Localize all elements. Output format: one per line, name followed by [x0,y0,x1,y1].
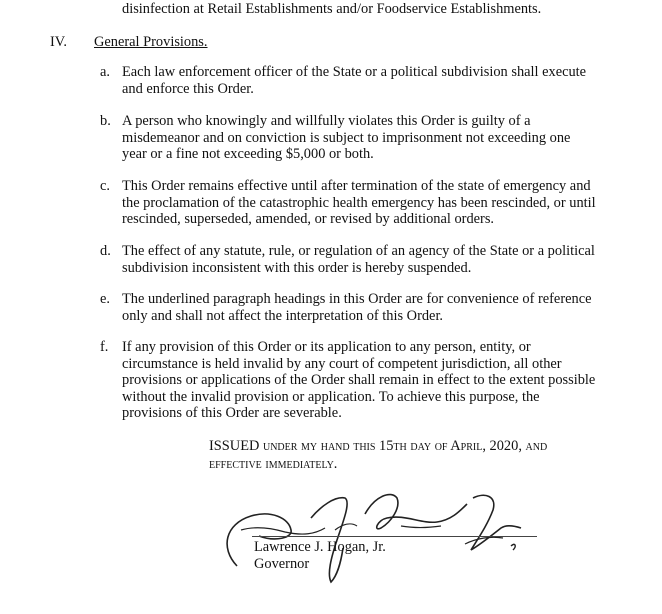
item-line: the proclamation of the catastrophic health emergency has been rescinded, or until [122,194,596,211]
item-text [122,178,622,228]
item-line: This Order remains effective until after termination of the state of emergency and [122,178,591,194]
signer-title: Governor [254,556,310,572]
signature-line [252,536,537,537]
signer-name: Lawrence J. Hogan, Jr. [254,539,386,555]
item-text [122,339,622,422]
item-text [122,113,622,163]
item-line: The underlined paragraph headings in this Order are for convenience of reference [122,291,592,307]
item-line: provisions or applications of the Order shall remain in effect to the extent possible [122,372,596,389]
item-letter: c. [100,178,110,194]
item-line: subdivision inconsistent with this order is hereby suspended. [122,259,472,276]
item-letter: b. [100,113,111,129]
continued-paragraph-line: disinfection at Retail Establishments and/or Foodservice Establishments. [122,1,542,17]
item-line: If any provision of this Order or its application to any person, entity, or [122,339,531,355]
issued-line: ISSUED under my hand this 15th day of April, 2020, and [209,438,548,454]
item-line: misdemeanor and on conviction is subject to imprisonment not exceeding one [122,129,571,146]
item-line: Each law enforcement officer of the State or a political subdivision shall execute [122,64,587,80]
item-line: circumstance is held invalid by any court of competent jurisdiction, all other [122,355,562,372]
item-letter: d. [100,243,111,259]
item-line: only and shall not affect the interpretation of this Order. [122,307,444,324]
item-text [122,64,622,97]
issued-statement [209,437,629,473]
item-line: The effect of any statute, rule, or regulation of an agency of the State or a political [122,243,595,259]
item-line: and enforce this Order. [122,80,254,97]
item-text [122,291,622,324]
effective-line: effective immediately. [209,456,338,472]
item-text [122,243,622,276]
item-line: year or a fine not exceeding $5,000 or both. [122,146,374,163]
item-letter: e. [100,291,110,307]
item-line: without the invalid provision or application. To achieve this purpose, the [122,388,540,405]
section-heading: General Provisions. [94,34,208,50]
item-line: provisions of this Order are severable. [122,405,342,422]
item-line: rescinded, superseded, amended, or revised by additional orders. [122,211,495,228]
item-letter: a. [100,64,110,80]
item-letter: f. [100,339,109,355]
item-line: A person who knowingly and willfully violates this Order is guilty of a [122,113,531,129]
section-number: IV. [50,34,67,50]
